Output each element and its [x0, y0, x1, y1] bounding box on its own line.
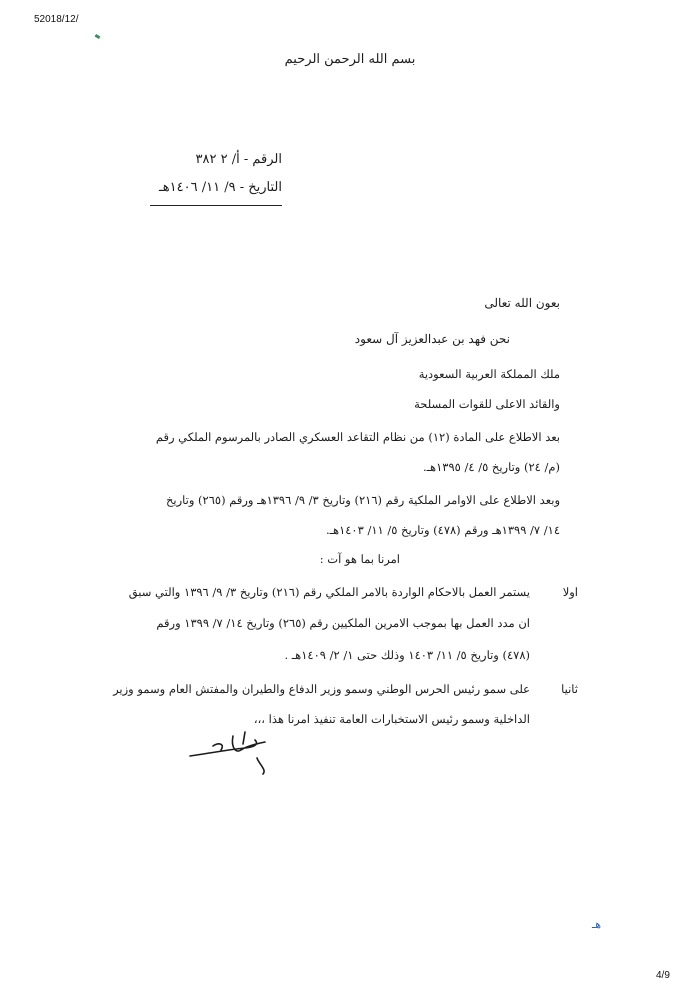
basmala: بسم الله الرحمن الرحيم — [284, 52, 416, 67]
preamble-line-2: (م/ ٢٤) وتاريخ ٥/ ٤/ ١٣٩٥هـ. — [423, 460, 560, 474]
reference-underline — [150, 205, 282, 206]
blue-mark: هـ — [592, 918, 602, 931]
item-2-label: ثانيا — [561, 682, 578, 696]
item-1-line-3: (٤٧٨) وتاريخ ٥/ ١١/ ١٤٠٣ وذلك حتى ١/ ٢/ ١٤٠٩هـ . — [284, 648, 530, 662]
item-2-line-1: على سمو رئيس الحرس الوطني وسمو وزير الدفاع والطيران والمفتش العام وسمو وزير — [113, 682, 530, 696]
king-title-line-1: ملك المملكة العربية السعودية — [418, 367, 560, 381]
item-2-line-2: الداخلية وسمو رئيس الاستخبارات العامة تنفيذ امرنا هذا ،،، — [253, 712, 530, 726]
preamble-line-3: وبعد الاطلاع على الاوامر الملكية رقم (٢١٦) وتاريخ ٣/ ٩/ ١٣٩٦هـ ورقم (٢٦٥) وتاريخ — [165, 493, 560, 507]
king-title-line-2: والقائد الاعلى للقوات المسلحة — [414, 397, 560, 411]
opening-line: بعون الله تعالى — [484, 296, 560, 310]
reference-number: الرقم - أ/ ٢ ٣٨٢ — [195, 152, 282, 167]
item-1-line-2: ان مدد العمل بها بموجب الامرين الملكيين رقم (٢٦٥) وتاريخ ١٤/ ٧/ ١٣٩٩ ورقم — [156, 616, 530, 630]
preamble-line-1: بعد الاطلاع على المادة (١٢) من نظام التقاعد العسكري الصادر بالمرسوم الملكي رقم — [155, 430, 560, 444]
page-number: 4/9 — [656, 970, 670, 981]
king-name: نحن فهد بن عبدالعزيز آل سعود — [354, 332, 510, 346]
preamble-line-4: ١٤/ ٧/ ١٣٩٩هـ ورقم (٤٧٨) وتاريخ ٥/ ١١/ ١٤٠٣هـ. — [325, 523, 560, 537]
item-1-label: اولا — [562, 585, 578, 599]
signature — [185, 728, 295, 776]
green-tick-mark — [95, 34, 101, 39]
item-1-line-1: يستمر العمل بالاحكام الواردة بالامر الملكي رقم (٢١٦) وتاريخ ٣/ ٩/ ١٣٩٦ والتي سبق — [128, 585, 530, 599]
print-date: 52018/12/ — [34, 14, 79, 25]
ordered-heading: امرنا بما هو آت : — [319, 552, 400, 566]
reference-date: التاريخ - ٩/ ١١/ ١٤٠٦هـ — [159, 180, 282, 195]
